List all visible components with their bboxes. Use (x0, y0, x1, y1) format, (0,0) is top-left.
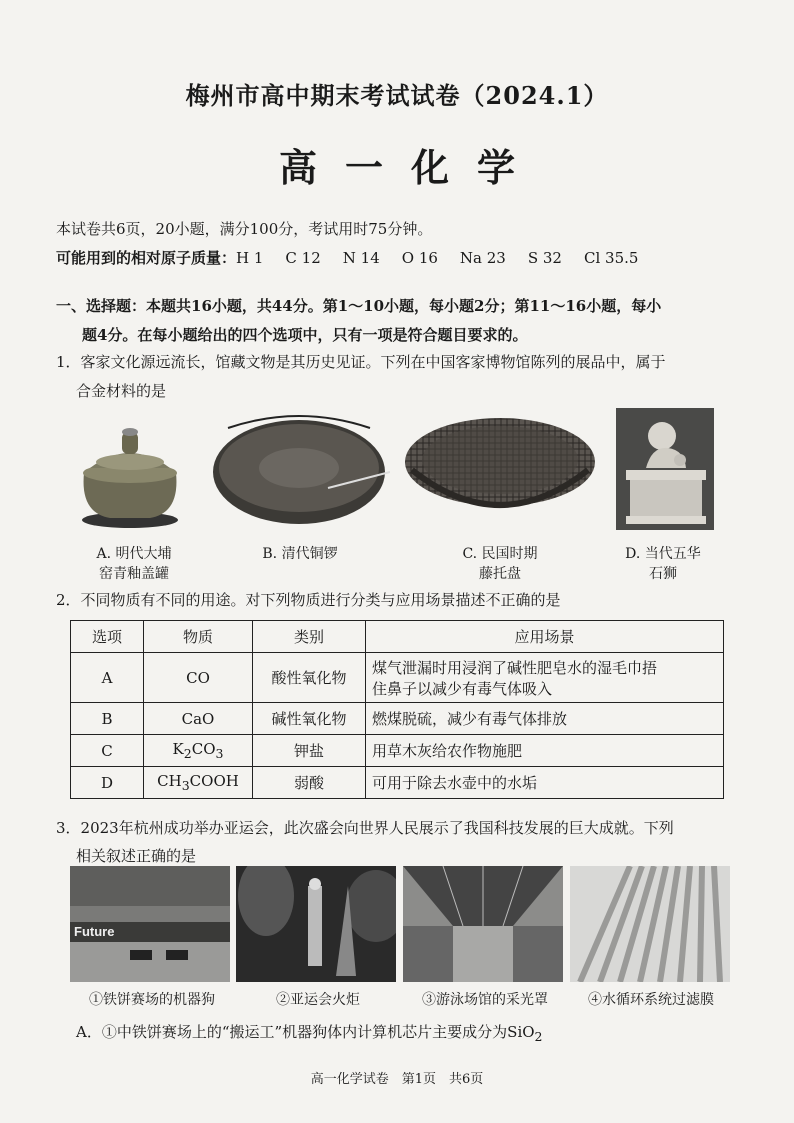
option-d-label-cont: 石狮 (649, 566, 677, 582)
option-d-label: D. 当代五华 (625, 546, 701, 562)
row-substance (144, 767, 253, 799)
application-text-cont: 住鼻子以减少有毒气体吸入 (372, 679, 553, 698)
option-c-label: C. 民国时期 (462, 546, 538, 562)
q1-stem: 1．客家文化源远流长，馆藏文物是其历史见证。下列在中国客家博物馆陈列的展品中，属于 (56, 353, 666, 371)
atomic-mass-item: C 12 (285, 249, 321, 267)
atomic-mass-item: Cl 35.5 (583, 249, 639, 267)
q1-stem-cont: 合金材料的是 (76, 382, 167, 400)
photo-caption-3: ③游泳场馆的采光罩 (422, 992, 548, 1008)
header-category: 类别 (253, 621, 366, 653)
gong-image (208, 410, 390, 530)
section-heading: 一、选择题：本题共16小题，共44分。第1～10小题，每小题2分；第11～16小题，每小 (56, 297, 662, 315)
row-category: 弱酸 (253, 767, 366, 799)
table-header-row (71, 621, 724, 653)
option-c-caption (440, 544, 560, 584)
subject-title: 高一化学 (278, 145, 543, 190)
formula-part: COOH (189, 772, 239, 790)
filter-membrane-photo (570, 866, 730, 982)
photo-caption-2: ②亚运会火炬 (276, 992, 360, 1008)
row-application: 可用于除去水壶中的水垢 (366, 767, 724, 799)
formula-part: CH (157, 772, 182, 790)
row-substance: CaO (144, 703, 253, 735)
atomic-mass-item: S 32 (527, 249, 562, 267)
row-substance (144, 735, 253, 767)
formula-subscript: 2 (183, 746, 192, 761)
table-row (71, 767, 724, 799)
option-a-text: A．①中铁饼赛场上的“搬运工”机器狗体内计算机芯片主要成分为SiO (76, 1023, 535, 1041)
row-option: B (71, 703, 144, 735)
rattan-tray-image (402, 410, 598, 526)
atomic-mass-item: O 16 (401, 249, 438, 267)
option-a-caption (76, 544, 192, 584)
formula-subscript: 2 (534, 1029, 543, 1044)
page-footer: 高一化学试卷 第1页 共6页 (310, 1072, 484, 1087)
atomic-mass-label: 可能用到的相对原子质量： (56, 249, 237, 267)
formula-subscript: 3 (181, 778, 190, 793)
atomic-mass-list (236, 249, 660, 267)
q2-table (70, 620, 724, 799)
formula-part: CO (191, 740, 216, 758)
swimming-hall-photo (403, 866, 563, 982)
row-application: 燃煤脱硫，减少有毒气体排放 (366, 703, 724, 735)
formula-subscript: 3 (215, 746, 224, 761)
q2-stem: 2．不同物质有不同的用途。对下列物质进行分类与应用场景描述不正确的是 (56, 591, 561, 609)
option-a-label: A. 明代大埔 (96, 546, 172, 562)
option-b-label: B. 清代铜锣 (262, 546, 338, 562)
row-category: 钾盐 (253, 735, 366, 767)
row-option: A (71, 653, 144, 703)
exam-title: 梅州市高中期末考试试卷（2024.1） (185, 81, 609, 110)
atomic-mass-line (56, 248, 660, 268)
option-c-label-cont: 藤托盘 (479, 566, 521, 582)
atomic-mass-item: Na 23 (459, 249, 506, 267)
row-category: 碱性氧化物 (253, 703, 366, 735)
application-text: 煤气泄漏时用浸润了碱性肥皂水的湿毛巾捂 (372, 658, 658, 677)
atomic-mass-item: N 14 (342, 249, 380, 267)
section-heading-cont: 题4分。在每小题给出的四个选项中，只有一项是符合题目要求的。 (82, 326, 528, 344)
table-row (71, 735, 724, 767)
photo-caption-4: ④水循环系统过滤膜 (588, 992, 714, 1008)
intro-line: 本试卷共6页，20小题，满分100分，考试用时75分钟。 (56, 220, 433, 238)
robot-dog-photo (70, 866, 230, 982)
photo-caption-1: ①铁饼赛场的机器狗 (89, 992, 215, 1008)
row-substance: CO (144, 653, 253, 703)
header-option: 选项 (71, 621, 144, 653)
header-application: 应用场景 (366, 621, 724, 653)
row-application (366, 653, 724, 703)
banner-text: Future (74, 924, 115, 939)
table-row (71, 703, 724, 735)
option-b-caption (240, 544, 360, 564)
option-a-label-cont: 窑青釉盖罐 (99, 566, 169, 582)
q3-option-a (76, 1022, 543, 1047)
row-option: D (71, 767, 144, 799)
row-option: C (71, 735, 144, 767)
jar-image (70, 418, 190, 530)
q3-stem-cont: 相关叙述正确的是 (76, 847, 197, 865)
torch-photo (236, 866, 396, 982)
stone-lion-image (616, 408, 714, 530)
table-row (71, 653, 724, 703)
row-category: 酸性氧化物 (253, 653, 366, 703)
option-d-caption (608, 544, 718, 584)
atomic-mass-item: H 1 (236, 249, 264, 267)
q3-stem: 3．2023年杭州成功举办亚运会，此次盛会向世界人民展示了我国科技发展的巨大成就。下列 (56, 819, 674, 837)
row-application: 用草木灰给农作物施肥 (366, 735, 724, 767)
formula-part: K (172, 740, 184, 758)
header-substance: 物质 (144, 621, 253, 653)
